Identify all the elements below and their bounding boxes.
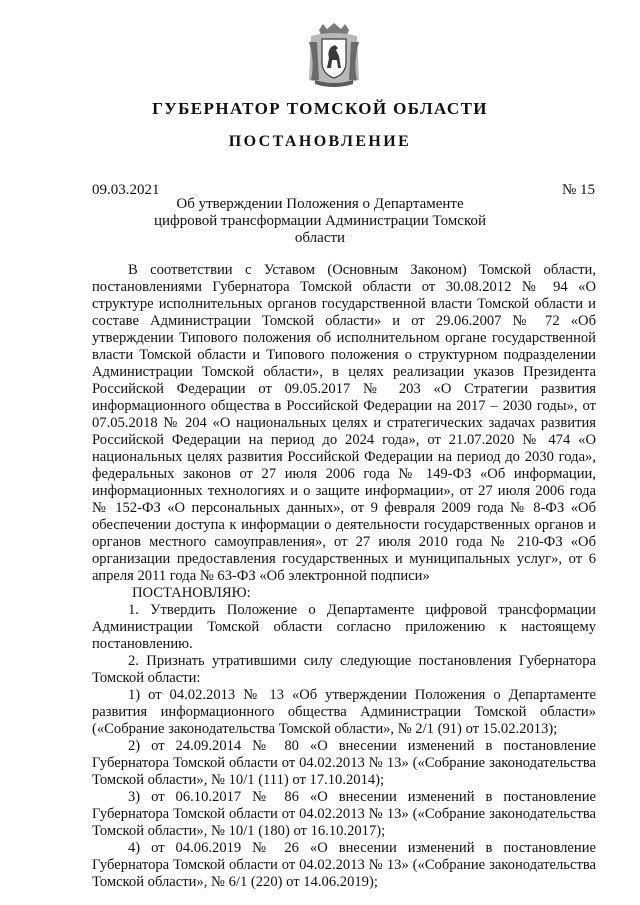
- sub-item-4: 4) от 04.06.2019 № 26 «О внесении изменений в постановление Губернатора Томской области от 04.02.2013 № 13» («Собрание законодательства Томской области», № 6/1 (220) от 14.06.2019);: [92, 840, 596, 890]
- tomsk-coat-of-arms-icon: [305, 22, 363, 88]
- authority-title: ГУБЕРНАТОР ТОМСКОЙ ОБЛАСТИ: [152, 99, 488, 118]
- document-date: 09.03.2021: [92, 182, 160, 198]
- document-type: ПОСТАНОВЛЕНИЕ: [228, 133, 412, 150]
- document-body: [92, 262, 596, 891]
- preamble-paragraph: В соответствии с Уставом (Основным Законом) Томской области, постановлениями Губернатора Томской области от 30.08.2012 № 94 «О структуре исполнительных органов государственной власти Томской области и составе Администрации Томской области» и от 29.06.2007 № 72 «Об утверждении Типового положения об исполнительном органе государственной власти Томской области и Типового положения о структурном подразделении Администрации Томской области», в целях реализации указов Президента Российской Федерации от 09.05.2017 № 203 «О Стратегии развития информационного общества в Российской Федерации на 2017 – 2030 годы», от 07.05.2018 № 204 «О национальных целях и стратегических задачах развития Российской Федерации на период до 2024 года», от 21.07.2020 № 474 «О национальных целях развития Российской Федерации на период до 2030 года», федеральных законов от 27 июля 2006 года № 149-ФЗ «Об информации, информационных технологиях и о защите информации», от 27 июля 2006 года № 152-ФЗ «О персональных данных», от 9 февраля 2009 года № 8-ФЗ «Об обеспечении доступа к информации о деятельности государственных органов и органов местного самоуправления», от 27 июля 2010 года № 210-ФЗ «Об организации предоставления государственных и муниципальных услуг», от 6 апреля 2011 года № 63-ФЗ «Об электронной подписи»: [92, 262, 596, 584]
- sub-item-3: 3) от 06.10.2017 № 86 «О внесении изменений в постановление Губернатора Томской области от 04.02.2013 № 13» («Собрание законодательства Томской области», № 10/1 (180) от 16.10.2017);: [92, 789, 596, 839]
- sub-item-2: 2) от 24.09.2014 № 80 «О внесении изменений в постановление Губернатора Томской области от 04.02.2013 № 13» («Собрание законодательства Томской области», № 10/1 (111) от 17.10.2014);: [92, 738, 596, 788]
- sub-item-1: 1) от 04.02.2013 № 13 «Об утверждении Положения о Департаменте развития информационного общества Администрации Томской области» («Собрание законодательства Томской области», № 2/1 (91) от 15.02.2013);: [92, 687, 596, 737]
- document-number: № 15: [561, 182, 595, 198]
- decree-word: ПОСТАНОВЛЯЮ:: [132, 585, 251, 601]
- item-1: 1. Утвердить Положение о Департаменте цифровой трансформации Администрации Томской области согласно приложению к настоящему постановлению.: [92, 602, 596, 652]
- document-subject: Об утверждении Положения о Департаменте цифровой трансформации Администрации Томской области: [153, 196, 487, 246]
- item-2: 2. Признать утратившими силу следующие постановления Губернатора Томской области:: [92, 653, 596, 686]
